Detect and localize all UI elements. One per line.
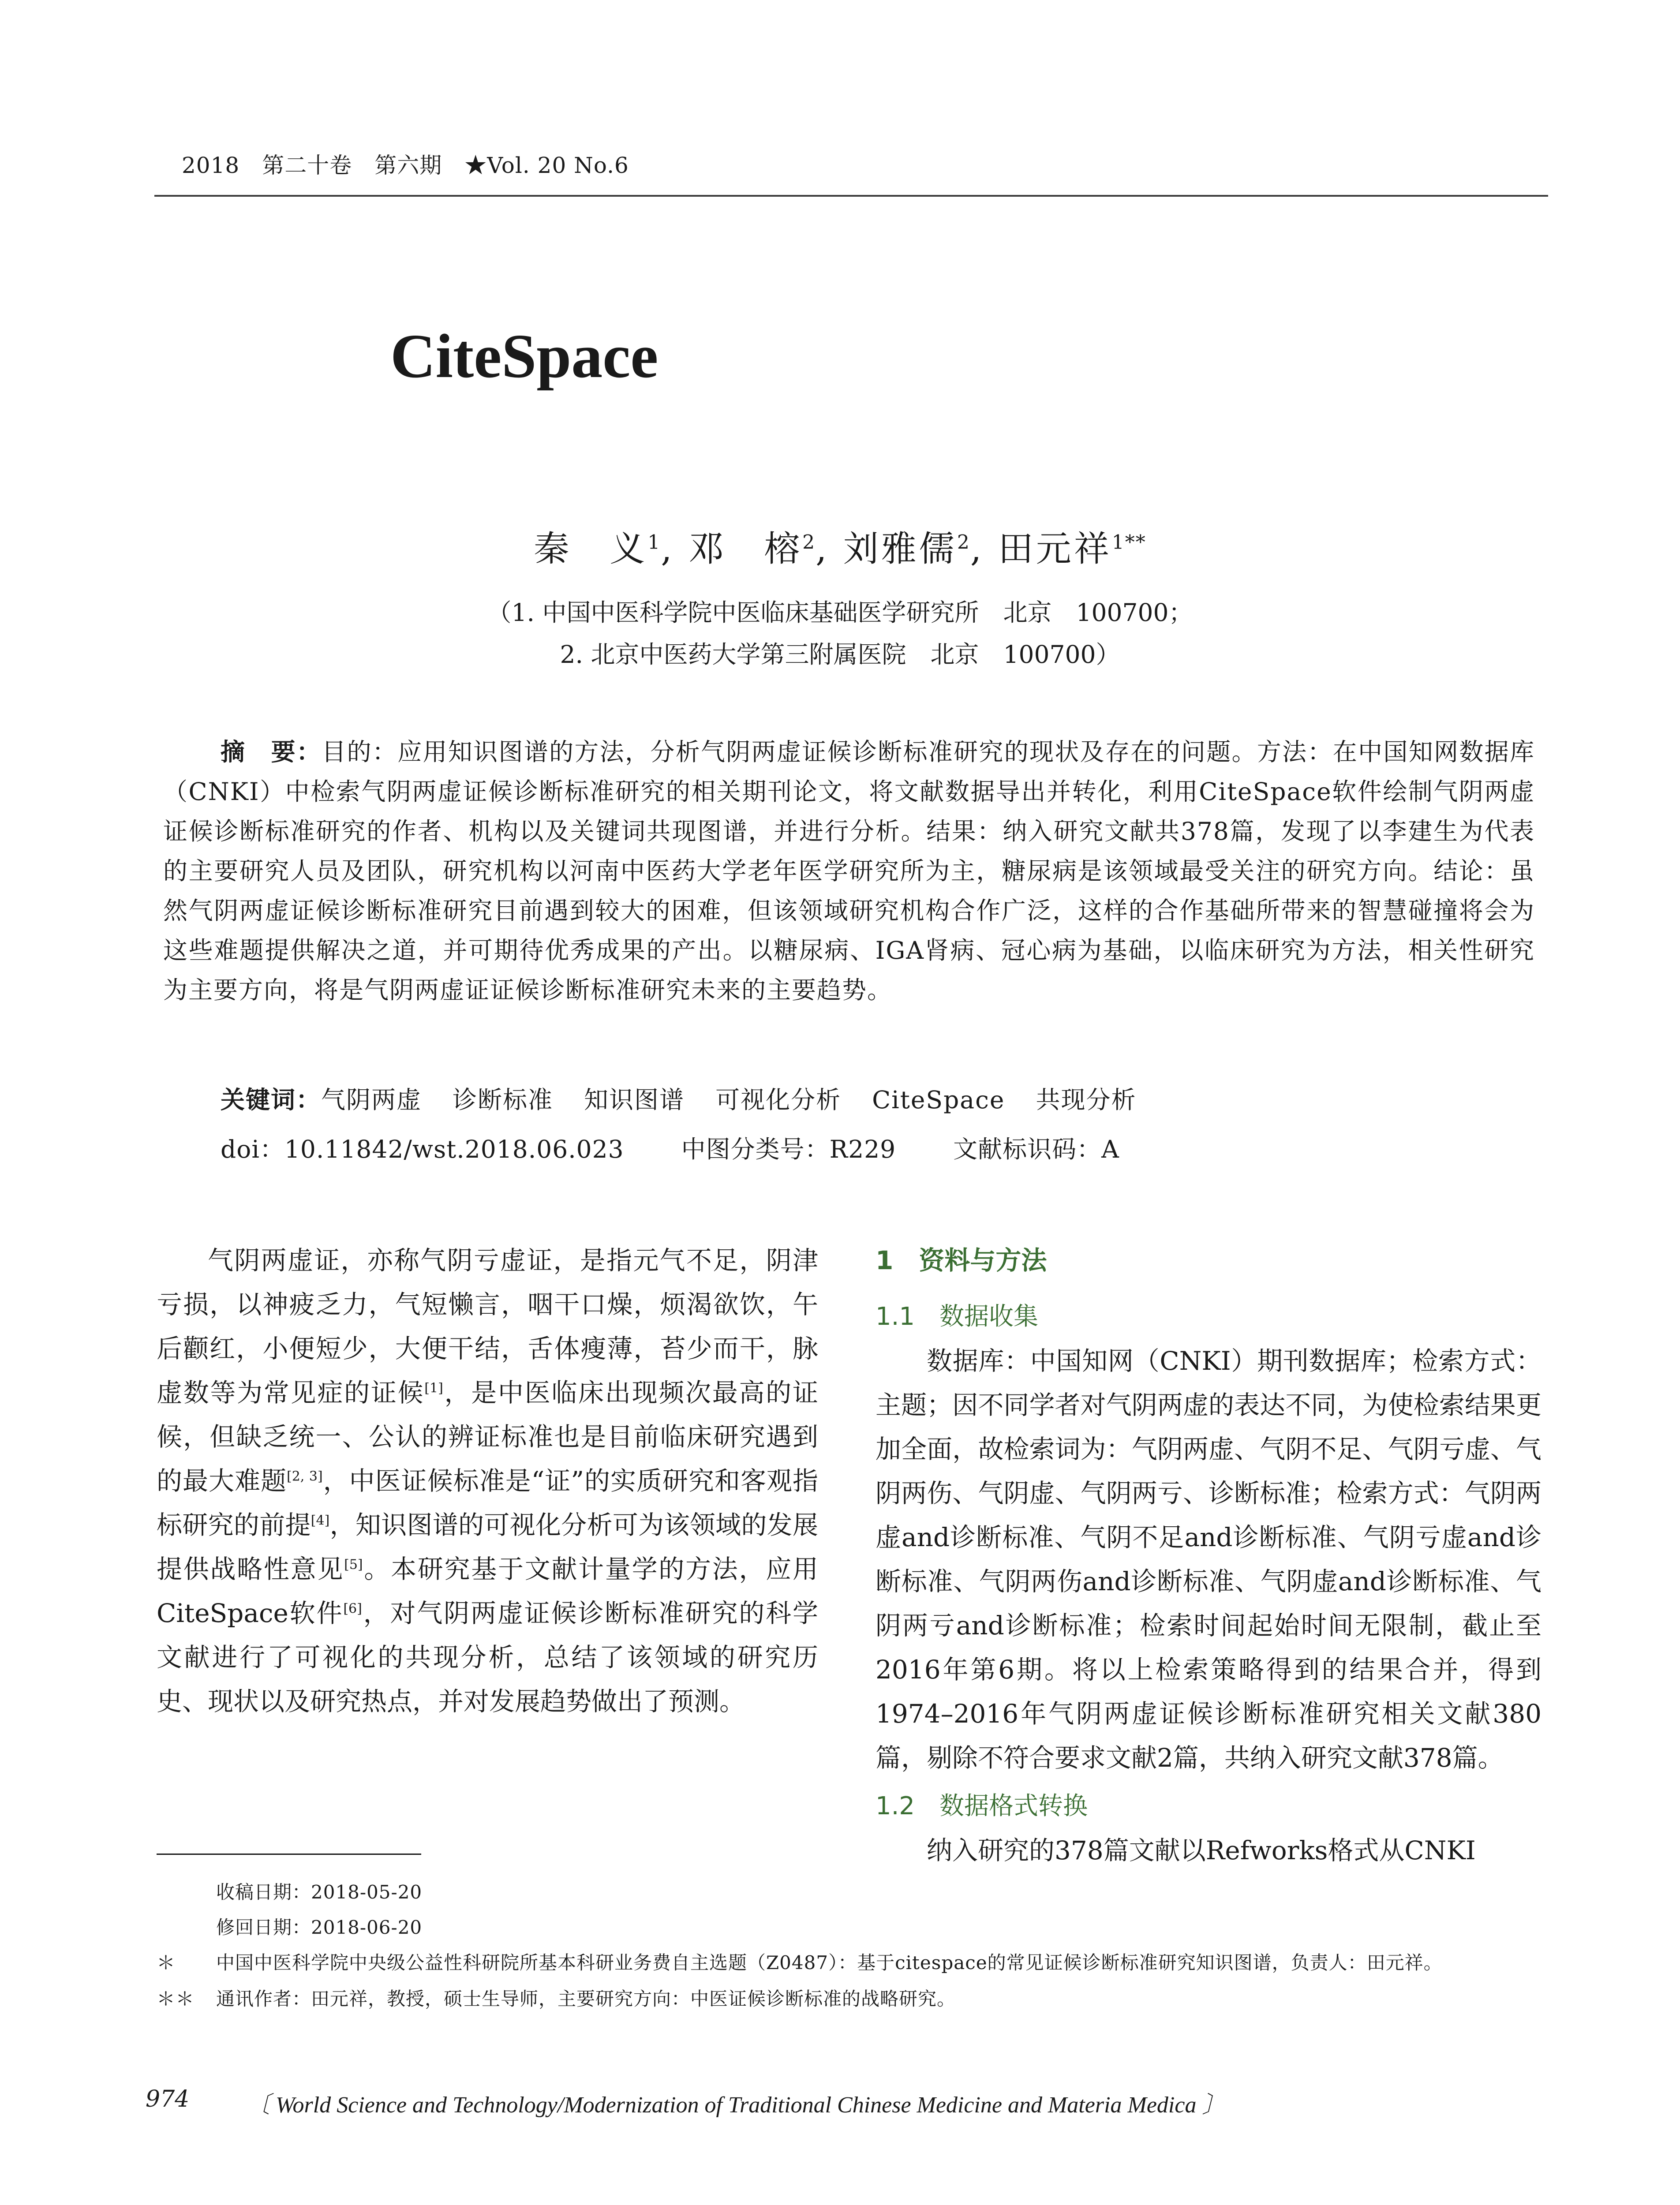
citation: [1] bbox=[424, 1380, 443, 1396]
body-column-right bbox=[876, 1238, 1542, 1872]
author-list: 秦 义$^1$, 邓 榕$^2$, 刘雅儒$^2$, 田元祥$^{1**}$ bbox=[534, 528, 1146, 569]
citation: [2, 3] bbox=[287, 1469, 323, 1484]
received-date: 收稿日期：2018-05-20 bbox=[216, 1881, 423, 1903]
footnote-mark: ＊＊ bbox=[157, 1988, 195, 2010]
affiliation-line: （1. 中国中医科学院中医临床基础医学研究所 北京 100700； bbox=[487, 598, 1193, 627]
subsection-heading: 1.2 数据格式转换 bbox=[876, 1792, 1088, 1820]
abstract bbox=[163, 732, 1535, 1010]
clc-number: 中图分类号：R229 bbox=[681, 1135, 896, 1163]
keyword: 气阴两虚 bbox=[321, 1086, 422, 1114]
keyword: 知识图谱 bbox=[584, 1086, 685, 1114]
text-run: ，中医证候标准是“证”的实质研究和客观指标研究的前提 bbox=[157, 1466, 818, 1540]
text-run: ，是中医临床出现频次最高的证候，但缺乏统一、公认的辨证标准也是目前临床研究遇到的最大难题 bbox=[157, 1378, 818, 1496]
keywords-label: 关键词： bbox=[221, 1086, 322, 1114]
footnote-mark: ＊ bbox=[157, 1952, 176, 1973]
body-column-left bbox=[157, 1238, 818, 1723]
section-heading: 1 资料与方法 bbox=[876, 1245, 1047, 1275]
keyword: CiteSpace bbox=[872, 1086, 1005, 1114]
keyword: 共现分析 bbox=[1036, 1086, 1137, 1114]
body-paragraph: 数据库：中国知网（CNKI）期刊数据库；检索方式：主题；因不同学者对气阴两虚的表达不同，为使检索结果更加全面，故检索词为：气阴两虚、气阴不足、气阴亏虚、气阴两伤、气阴虚、气阴两亏、诊断标准；检索方式：气阴两虚and诊断标准、气阴不足and诊断标准、气阴亏虚and诊断标准、气阴两伤and诊断标准、气阴虚and诊断标准、气阴两亏and诊断标准；检索时间起始时间无限制，截止至2016年第6期。将以上检索策略得到的结果合并，得到1974–2016年气阴两虚证候诊断标准研究相关文献380篇，剔除不符合要求文献2篇，共纳入研究文献378篇。 bbox=[876, 1346, 1542, 1773]
author-name: 田元祥 bbox=[998, 528, 1112, 569]
text-run: ，知识图谱的可视化分析可为该领域的发展提供战略性意见 bbox=[157, 1510, 818, 1584]
page-number: 974 bbox=[146, 2086, 190, 2112]
citation: [5] bbox=[344, 1557, 363, 1573]
body-paragraph: 纳入研究的378篇文献以Refworks格式从CNKI bbox=[927, 1835, 1476, 1865]
subsection-heading: 1.1 数据收集 bbox=[876, 1302, 1039, 1331]
author-affil-mark: 2 bbox=[957, 531, 970, 554]
article-title: CiteSpace bbox=[390, 321, 659, 391]
text-run: 气阴两虚证，亦称气阴亏虚证，是指元气不足，阴津亏损，以神疲乏力，气短懒言，咽干口燥，烦渴欲饮，午后颧红，小便短少，大便干结，舌体瘦薄，苔少而干，脉虚数等为常见症的证候 bbox=[157, 1245, 818, 1408]
abstract-label: 摘 要： bbox=[221, 738, 322, 766]
intro-paragraph bbox=[157, 1238, 818, 1723]
author-name: 刘雅儒 bbox=[843, 528, 957, 569]
author-affil-mark: 1 bbox=[647, 531, 661, 554]
affiliation-line: 2. 北京中医药大学第三附属医院 北京 100700） bbox=[560, 640, 1120, 669]
author-affil-mark: 1** bbox=[1111, 531, 1146, 554]
article-meta bbox=[221, 1130, 1177, 1165]
citation: [6] bbox=[343, 1601, 362, 1617]
author-name: 邓 榕 bbox=[688, 528, 803, 569]
footnote-rule bbox=[157, 1854, 421, 1855]
journal-name: 〔 World Science and Technology/Modernization of Traditional Chinese Medicine and Materia Medica 〕 bbox=[247, 2093, 1225, 2118]
abstract-text: 目的：应用知识图谱的方法，分析气阴两虚证候诊断标准研究的现状及存在的问题。方法：在中国知网数据库（CNKI）中检索气阴两虚证候诊断标准研究的相关期刊论文，将文献数据导出并转化，利用CiteSpace软件绘制气阴两虚证候诊断标准研究的作者、机构以及关键词共现图谱，并进行分析。结果：纳入研究文献共378篇，发现了以李建生为代表的主要研究人员及团队，研究机构以河南中医药大学老年医学研究所为主，糖尿病是该领域最受关注的研究方向。结论：虽然气阴两虚证候诊断标准研究目前遇到较大的困难，但该领域研究机构合作广泛，这样的合作基础所带来的智慧碰撞将会为这些难题提供解决之道，并可期待优秀成果的产出。以糖尿病、IGA肾病、冠心病为基础，以临床研究为方法，相关性研究为主要方向，将是气阴两虚证证候诊断标准研究未来的主要趋势。 bbox=[163, 738, 1535, 1004]
corresponding-author-note: 通讯作者：田元祥，教授，硕士生导师，主要研究方向：中医证候诊断标准的战略研究。 bbox=[216, 1988, 956, 2010]
header-rule bbox=[154, 195, 1548, 197]
author-name: 秦 义 bbox=[534, 528, 648, 569]
funding-note: 中国中医科学院中央级公益性科研院所基本科研业务费自主选题（Z0487）：基于citespace的常见证候诊断标准研究知识图谱，负责人：田元祥。 bbox=[216, 1952, 1443, 1973]
keyword: 诊断标准 bbox=[453, 1086, 554, 1114]
keyword: 可视化分析 bbox=[715, 1086, 842, 1114]
text-run: ，对气阴两虚证候诊断标准研究的科学文献进行了可视化的共现分析，总结了该领域的研究历史、现状以及研究热点，并对发展趋势做出了预测。 bbox=[157, 1598, 818, 1716]
keywords bbox=[221, 1080, 1167, 1115]
running-head: 2018 第二十卷 第六期 ★Vol. 20 No.6 bbox=[182, 153, 629, 178]
text-run: 。本研究基于文献计量学的方法，应用CiteSpace软件 bbox=[157, 1554, 818, 1628]
author-affil-mark: 2 bbox=[802, 531, 816, 554]
citation: [4] bbox=[311, 1513, 330, 1529]
doi: doi：10.11842/wst.2018.06.023 bbox=[221, 1135, 624, 1163]
revised-date: 修回日期：2018-06-20 bbox=[216, 1917, 423, 1938]
document-code: 文献标识码：A bbox=[953, 1135, 1119, 1163]
